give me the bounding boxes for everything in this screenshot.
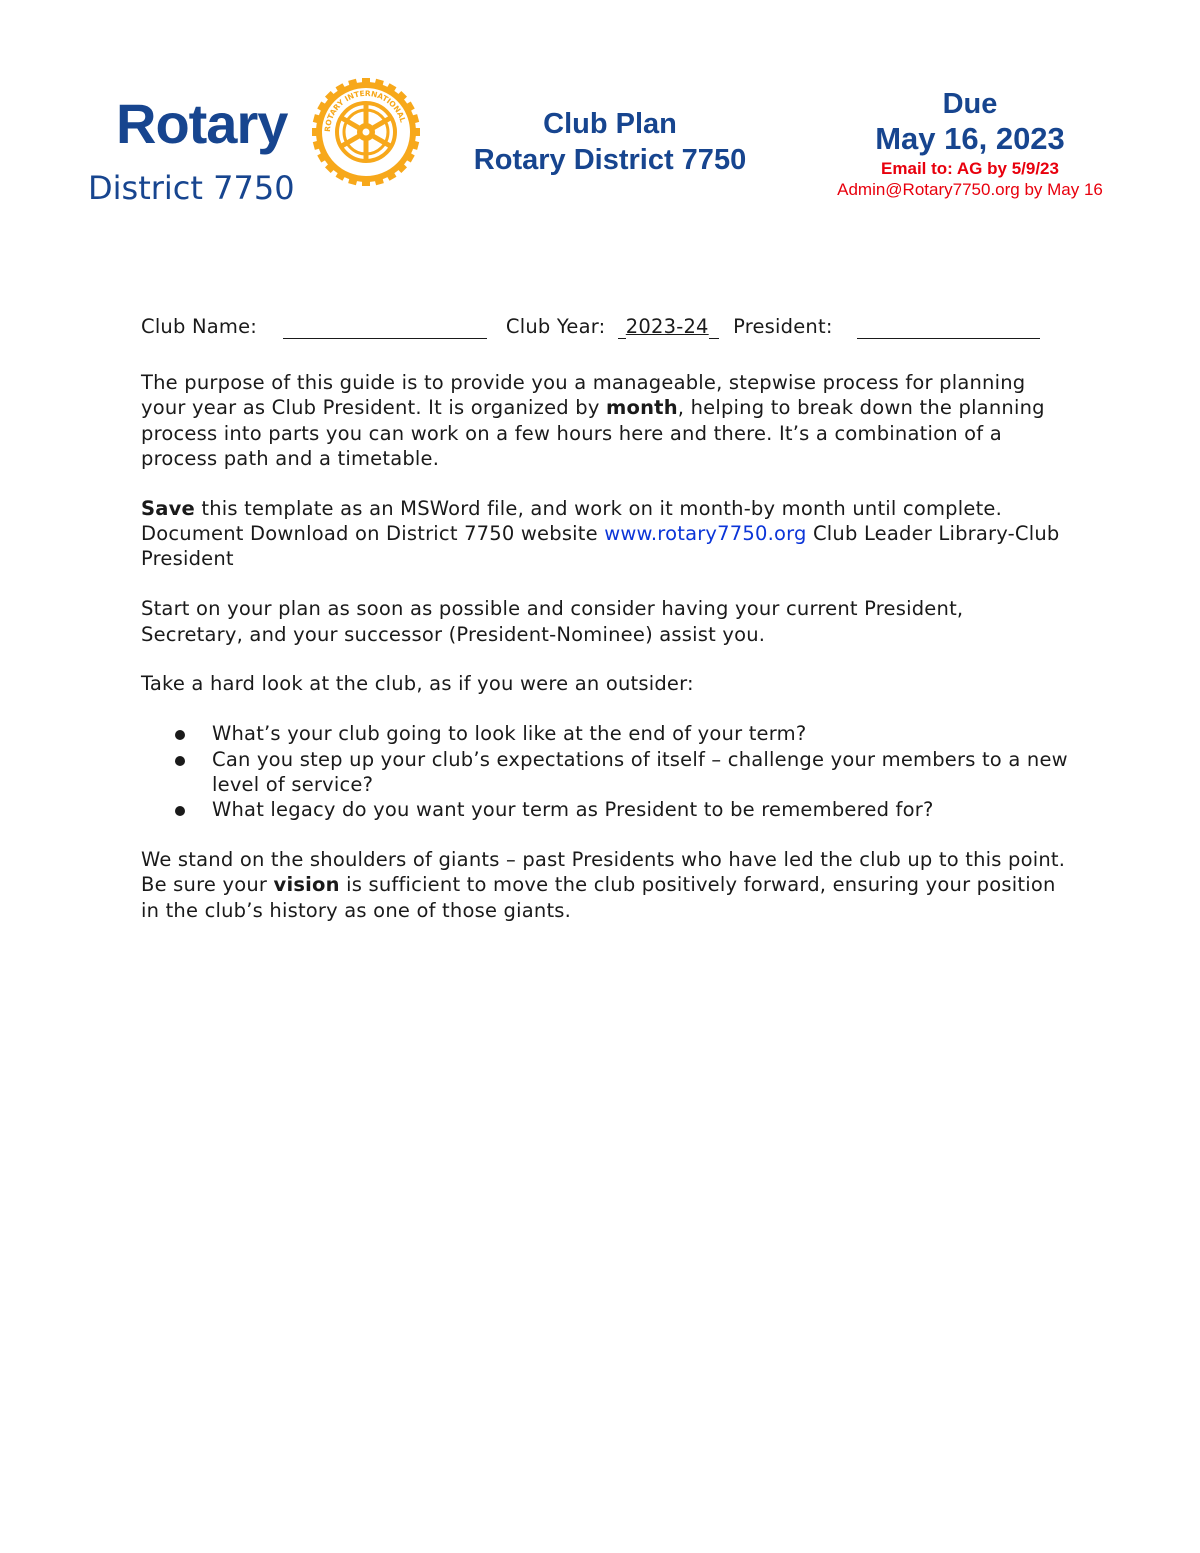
bullet-icon [175,756,185,766]
president-label: President: [733,315,833,338]
logo-wordmark: Rotary [116,92,288,155]
club-year-value[interactable]: 2023-24 [625,315,709,338]
list-item-text: What’s your club going to look like at the end of your term? [212,722,807,746]
due-info [820,86,1120,200]
rotary-district-logo [86,72,426,212]
logo-district: District 7750 [88,169,295,207]
bullet-icon [175,806,185,816]
club-year-blank-right [709,316,719,339]
document-title [440,106,780,178]
download-text: Document Download on District 7750 website [141,522,605,546]
list-item [141,721,1071,746]
list-item-text: Can you step up your club’s expectations of itself – challenge your members to a new level of service? [212,747,1068,796]
president-blank[interactable] [857,316,1040,339]
save-text: this template as an MSWord file, and work on it month-by month until complete. [194,496,1003,520]
purpose-paragraph [141,370,1071,471]
list-item [141,747,1071,798]
list-item [141,797,1071,822]
club-fields-row [141,314,1071,344]
list-item-text: What legacy do you want your term as President to be remembered for? [212,798,934,822]
outsider-paragraph: Take a hard look at the club, as if you were an outsider: [141,672,694,696]
wheel-text: ROTARY INTERNATIONAL [322,88,408,133]
due-email-line: Email to: AG by 5/9/23 [881,159,1059,178]
purpose-bold-month: month [605,396,678,420]
purpose-text: The purpose of this guide is to provide you a manageable, stepwise process for planning your year as Club President. It is organized by [141,371,1026,420]
club-name-blank[interactable] [283,316,487,339]
spacer [141,344,1071,370]
vision-bold: vision [273,873,340,897]
start-paragraph: Start on your plan as soon as possible and consider having your current President, Secretary, and your successor (President-Nominee) assist you. [141,597,964,646]
due-label: Due [942,88,998,120]
purpose-text-end: , helping to break down the planning process into parts you can work on a few hours here and there. It’s a combination of a process path and a timetable. [141,396,1045,470]
save-bold: Save [141,496,195,520]
due-admin-line: Admin@Rotary7750.org by May 16 [837,180,1103,199]
district-website-link[interactable]: www.rotary7750.org [604,522,807,546]
save-paragraph [141,496,1071,572]
vision-paragraph [141,847,1071,923]
bullet-icon [175,730,185,740]
vision-text-end: is sufficient to move the club positively forward, ensuring your position in the club’s history as one of those giants. [141,873,1056,922]
document-body [141,314,1071,948]
title-club-plan: Club Plan [543,108,677,140]
vision-text: We stand on the shoulders of giants – past Presidents who have led the club up to this point. Be sure your [141,848,1066,897]
club-year-label: Club Year: [505,315,606,338]
title-district: Rotary District 7750 [473,144,747,176]
question-list [141,721,1071,822]
club-year-blank-left [618,316,626,339]
club-name-label: Club Name: [141,315,258,338]
download-text-end: Club Leader Library-Club President [141,522,1060,571]
rotary-wheel-icon [310,76,422,188]
due-date: May 16, 2023 [875,121,1065,156]
